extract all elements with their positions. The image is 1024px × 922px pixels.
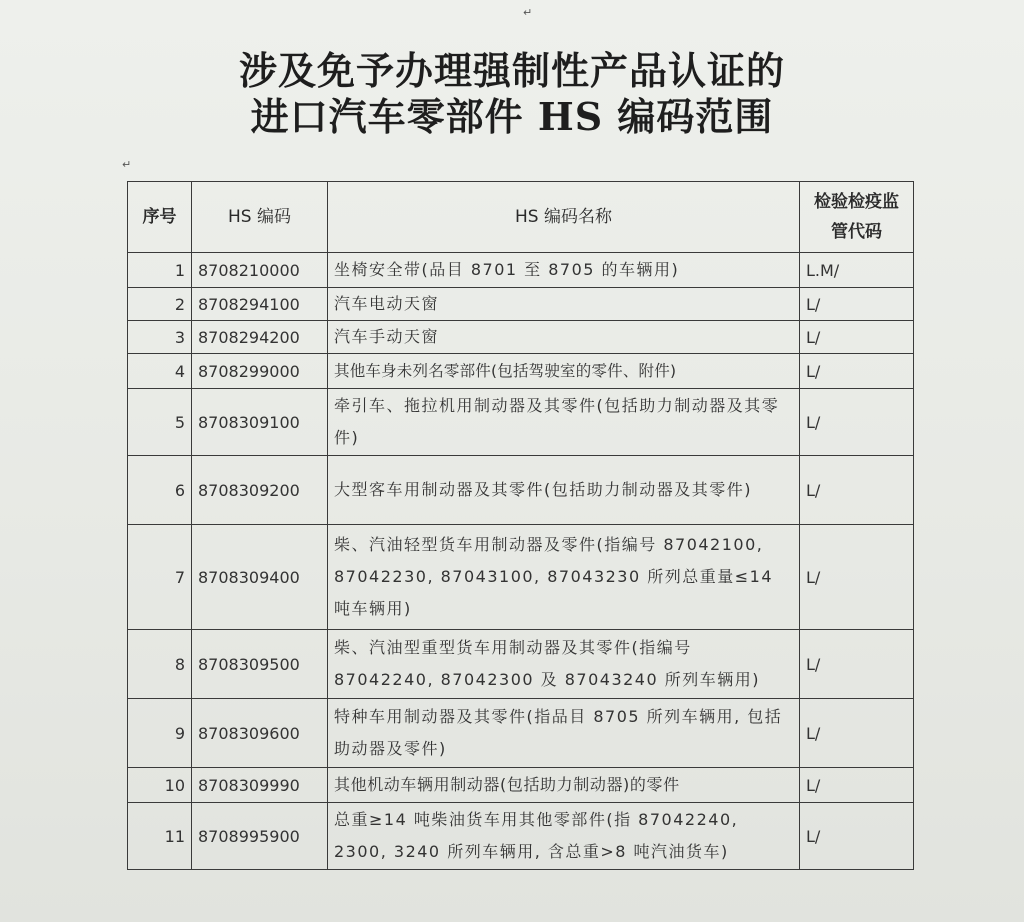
row-hs-code: 8708309100	[192, 389, 328, 456]
row-supervision-code: L/	[800, 630, 914, 699]
table-row	[128, 389, 914, 456]
row-seq: 5	[128, 389, 192, 456]
row-hs-code: 8708299000	[192, 354, 328, 389]
row-hs-name: 柴、汽油型重型货车用制动器及其零件(指编号 87042240, 87042300 及 87043240 所列车辆用)	[328, 630, 800, 699]
table-row	[128, 288, 914, 321]
row-seq: 6	[128, 456, 192, 525]
row-hs-code: 8708309600	[192, 699, 328, 768]
row-seq: 7	[128, 525, 192, 630]
table-row	[128, 456, 914, 525]
row-hs-name: 牵引车、拖拉机用制动器及其零件(包括助力制动器及其零件)	[328, 389, 800, 456]
table-row	[128, 768, 914, 803]
paragraph-mark-icon: ↵	[122, 158, 132, 171]
table-row	[128, 699, 914, 768]
row-hs-code: 8708294100	[192, 288, 328, 321]
row-hs-code: 8708995900	[192, 803, 328, 870]
row-supervision-code: L/	[800, 354, 914, 389]
row-hs-code: 8708309200	[192, 456, 328, 525]
row-supervision-code: L/	[800, 525, 914, 630]
table-row	[128, 321, 914, 354]
header-seq: 序号	[128, 182, 192, 253]
row-hs-name: 汽车电动天窗	[328, 288, 800, 321]
row-seq: 4	[128, 354, 192, 389]
row-seq: 2	[128, 288, 192, 321]
row-hs-name: 坐椅安全带(品目 8701 至 8705 的车辆用)	[328, 253, 800, 288]
row-supervision-code: L/	[800, 389, 914, 456]
row-seq: 11	[128, 803, 192, 870]
table-row	[128, 354, 914, 389]
row-seq: 9	[128, 699, 192, 768]
row-hs-name: 其他机动车辆用制动器(包括助力制动器)的零件	[328, 768, 800, 803]
row-seq: 10	[128, 768, 192, 803]
row-hs-code: 8708309500	[192, 630, 328, 699]
table-row	[128, 803, 914, 870]
row-seq: 1	[128, 253, 192, 288]
table-header-row	[128, 182, 914, 253]
row-hs-code: 8708210000	[192, 253, 328, 288]
row-hs-name: 汽车手动天窗	[328, 321, 800, 354]
row-hs-code: 8708309990	[192, 768, 328, 803]
row-seq: 3	[128, 321, 192, 354]
row-hs-name: 大型客车用制动器及其零件(包括助力制动器及其零件)	[328, 456, 800, 525]
header-hs-name: HS 编码名称	[328, 182, 800, 253]
header-hs-code: HS 编码	[192, 182, 328, 253]
row-supervision-code: L.M/	[800, 253, 914, 288]
row-hs-name: 柴、汽油轻型货车用制动器及零件(指编号 87042100, 87042230, 87043100, 87043230 所列总重量≤14 吨车辆用)	[328, 525, 800, 630]
row-supervision-code: L/	[800, 288, 914, 321]
hs-code-table	[127, 181, 914, 870]
table-row	[128, 630, 914, 699]
header-supervision-code: 检验检疫监管代码	[800, 182, 914, 253]
table-row	[128, 525, 914, 630]
row-supervision-code: L/	[800, 699, 914, 768]
row-supervision-code: L/	[800, 803, 914, 870]
paragraph-mark-icon: ↵	[523, 6, 533, 19]
row-hs-code: 8708294200	[192, 321, 328, 354]
row-hs-code: 8708309400	[192, 525, 328, 630]
row-seq: 8	[128, 630, 192, 699]
row-supervision-code: L/	[800, 456, 914, 525]
row-hs-name: 其他车身未列名零部件(包括驾驶室的零件、附件)	[328, 354, 800, 389]
document-title-line-1: 涉及免予办理强制性产品认证的	[238, 48, 785, 93]
row-supervision-code: L/	[800, 321, 914, 354]
row-supervision-code: L/	[800, 768, 914, 803]
table-row	[128, 253, 914, 288]
document-title-line-2: 进口汽车零部件 HS 编码范围	[250, 94, 774, 139]
row-hs-name: 总重≥14 吨柴油货车用其他零部件(指 87042240, 2300, 3240 所列车辆用, 含总重>8 吨汽油货车)	[328, 803, 800, 870]
row-hs-name: 特种车用制动器及其零件(指品目 8705 所列车辆用, 包括助动器及零件)	[328, 699, 800, 768]
